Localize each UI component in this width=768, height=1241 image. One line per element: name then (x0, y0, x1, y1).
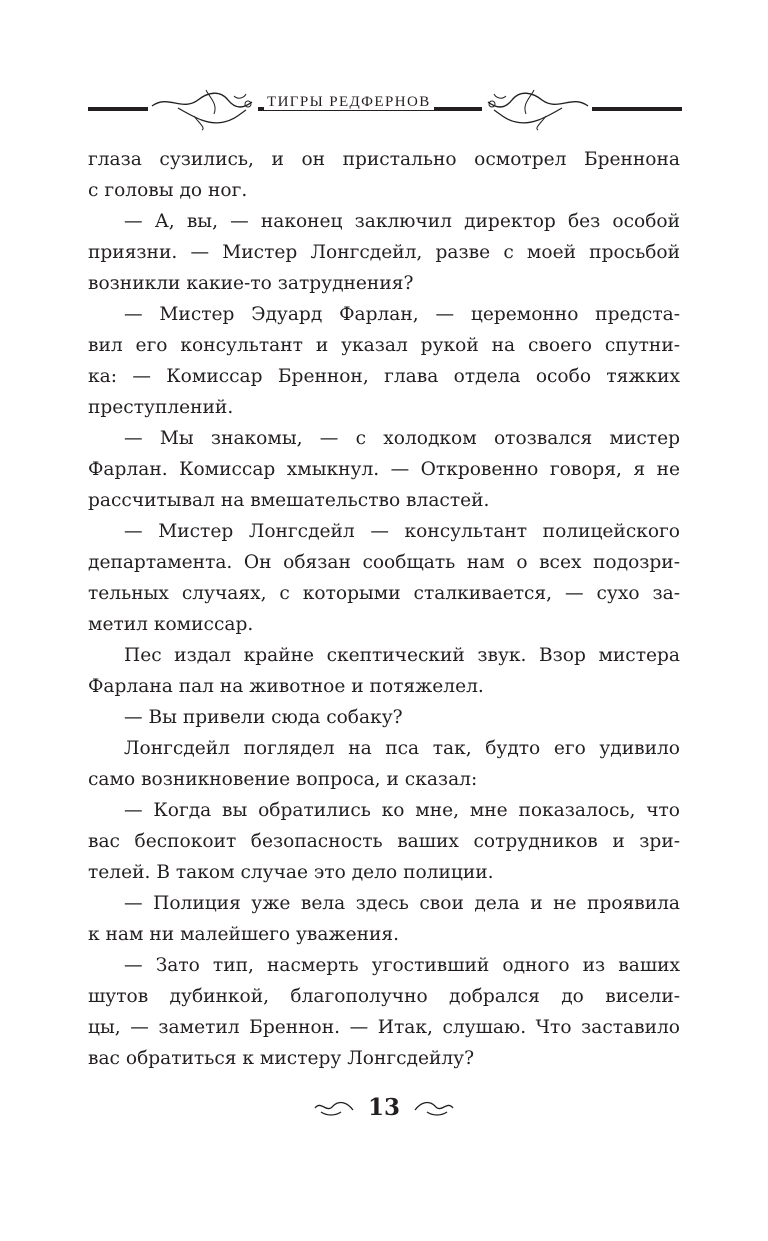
text-line: Фарлан. Комиссар хмыкнул. — Откровенно говоря, я не (88, 459, 680, 480)
text-line: — Мистер Лонгсдейл — консультант полицейского (124, 521, 680, 542)
text-line: — Когда вы обратились ко мне, мне показалось, что (124, 800, 680, 821)
ornament-left-icon (148, 86, 258, 132)
text-line: — Вы привели сюда собаку? (124, 707, 403, 728)
text-line: глаза сузились, и он пристально осмотрел Бреннона (88, 149, 680, 170)
paragraph (88, 423, 680, 516)
text-line: вас беспокоит безопасность ваших сотрудников и зри- (88, 831, 680, 852)
text-line: преступлений. (88, 397, 234, 418)
text-line: цы, — заметил Бреннон. — Итак, слушаю. Что заставило (88, 1017, 680, 1038)
paragraph (88, 795, 680, 888)
text-line: возникли какие-то затруднения? (88, 273, 414, 294)
footer-ornament-right-icon (411, 1098, 455, 1118)
text-line: — Зато тип, насмерть угостивший одного из ваших (124, 955, 680, 976)
text-line: к нам ни малейшего уважения. (88, 924, 400, 945)
running-header (88, 92, 682, 132)
paragraph (88, 950, 680, 1074)
text-line: ка: — Комиссар Бреннон, глава отдела особо тяжких (88, 366, 680, 387)
text-line: — А, вы, — наконец заключил директор без особой (124, 211, 680, 232)
text-line: Лонгсдейл поглядел на пса так, будто его удивило (124, 738, 680, 759)
text-line: метил комиссар. (88, 614, 254, 635)
paragraph (88, 144, 680, 206)
paragraph (88, 516, 680, 640)
paragraph (88, 702, 680, 733)
paragraph (88, 640, 680, 702)
page-number: 13 (367, 1094, 400, 1121)
footer-ornament-left-icon (313, 1098, 357, 1118)
text-line: тельных случаях, с которыми сталкивается, — сухо за- (88, 583, 680, 604)
paragraph (88, 206, 680, 299)
paragraph (88, 733, 680, 795)
text-line: приязни. — Мистер Лонгсдейл, разве с моей просьбой (88, 242, 680, 263)
running-title: ТИГРЫ РЕДФЕРНОВ (264, 94, 434, 110)
ornament-right-icon (482, 86, 592, 132)
text-line: Фарлана пал на животное и потяжелел. (88, 676, 484, 697)
text-line: — Мы знакомы, — с холодком отозвался мистер (124, 428, 680, 449)
page-body-text (88, 144, 680, 1074)
text-line: — Полиция уже вела здесь свои дела и не проявила (124, 893, 680, 914)
text-line: вил его консультант и указал рукой на своего спутни- (88, 335, 680, 356)
text-line: шутов дубинкой, благополучно добрался до висели- (88, 986, 680, 1007)
text-line: департамента. Он обязан сообщать нам о всех подозри- (88, 552, 680, 573)
page-footer (0, 1094, 768, 1121)
text-line: телей. В таком случае это дело полиции. (88, 862, 494, 883)
text-line: рассчитывал на вмешательство властей. (88, 490, 490, 511)
text-line: Пес издал крайне скептический звук. Взор мистера (124, 645, 680, 666)
text-line: само возникновение вопроса, и сказал: (88, 769, 478, 790)
text-line: — Мистер Эдуард Фарлан, — церемонно предста- (124, 304, 680, 325)
text-line: вас обратиться к мистеру Лонгсдейлу? (88, 1048, 475, 1069)
paragraph (88, 888, 680, 950)
paragraph (88, 299, 680, 423)
text-line: с головы до ног. (88, 180, 248, 201)
